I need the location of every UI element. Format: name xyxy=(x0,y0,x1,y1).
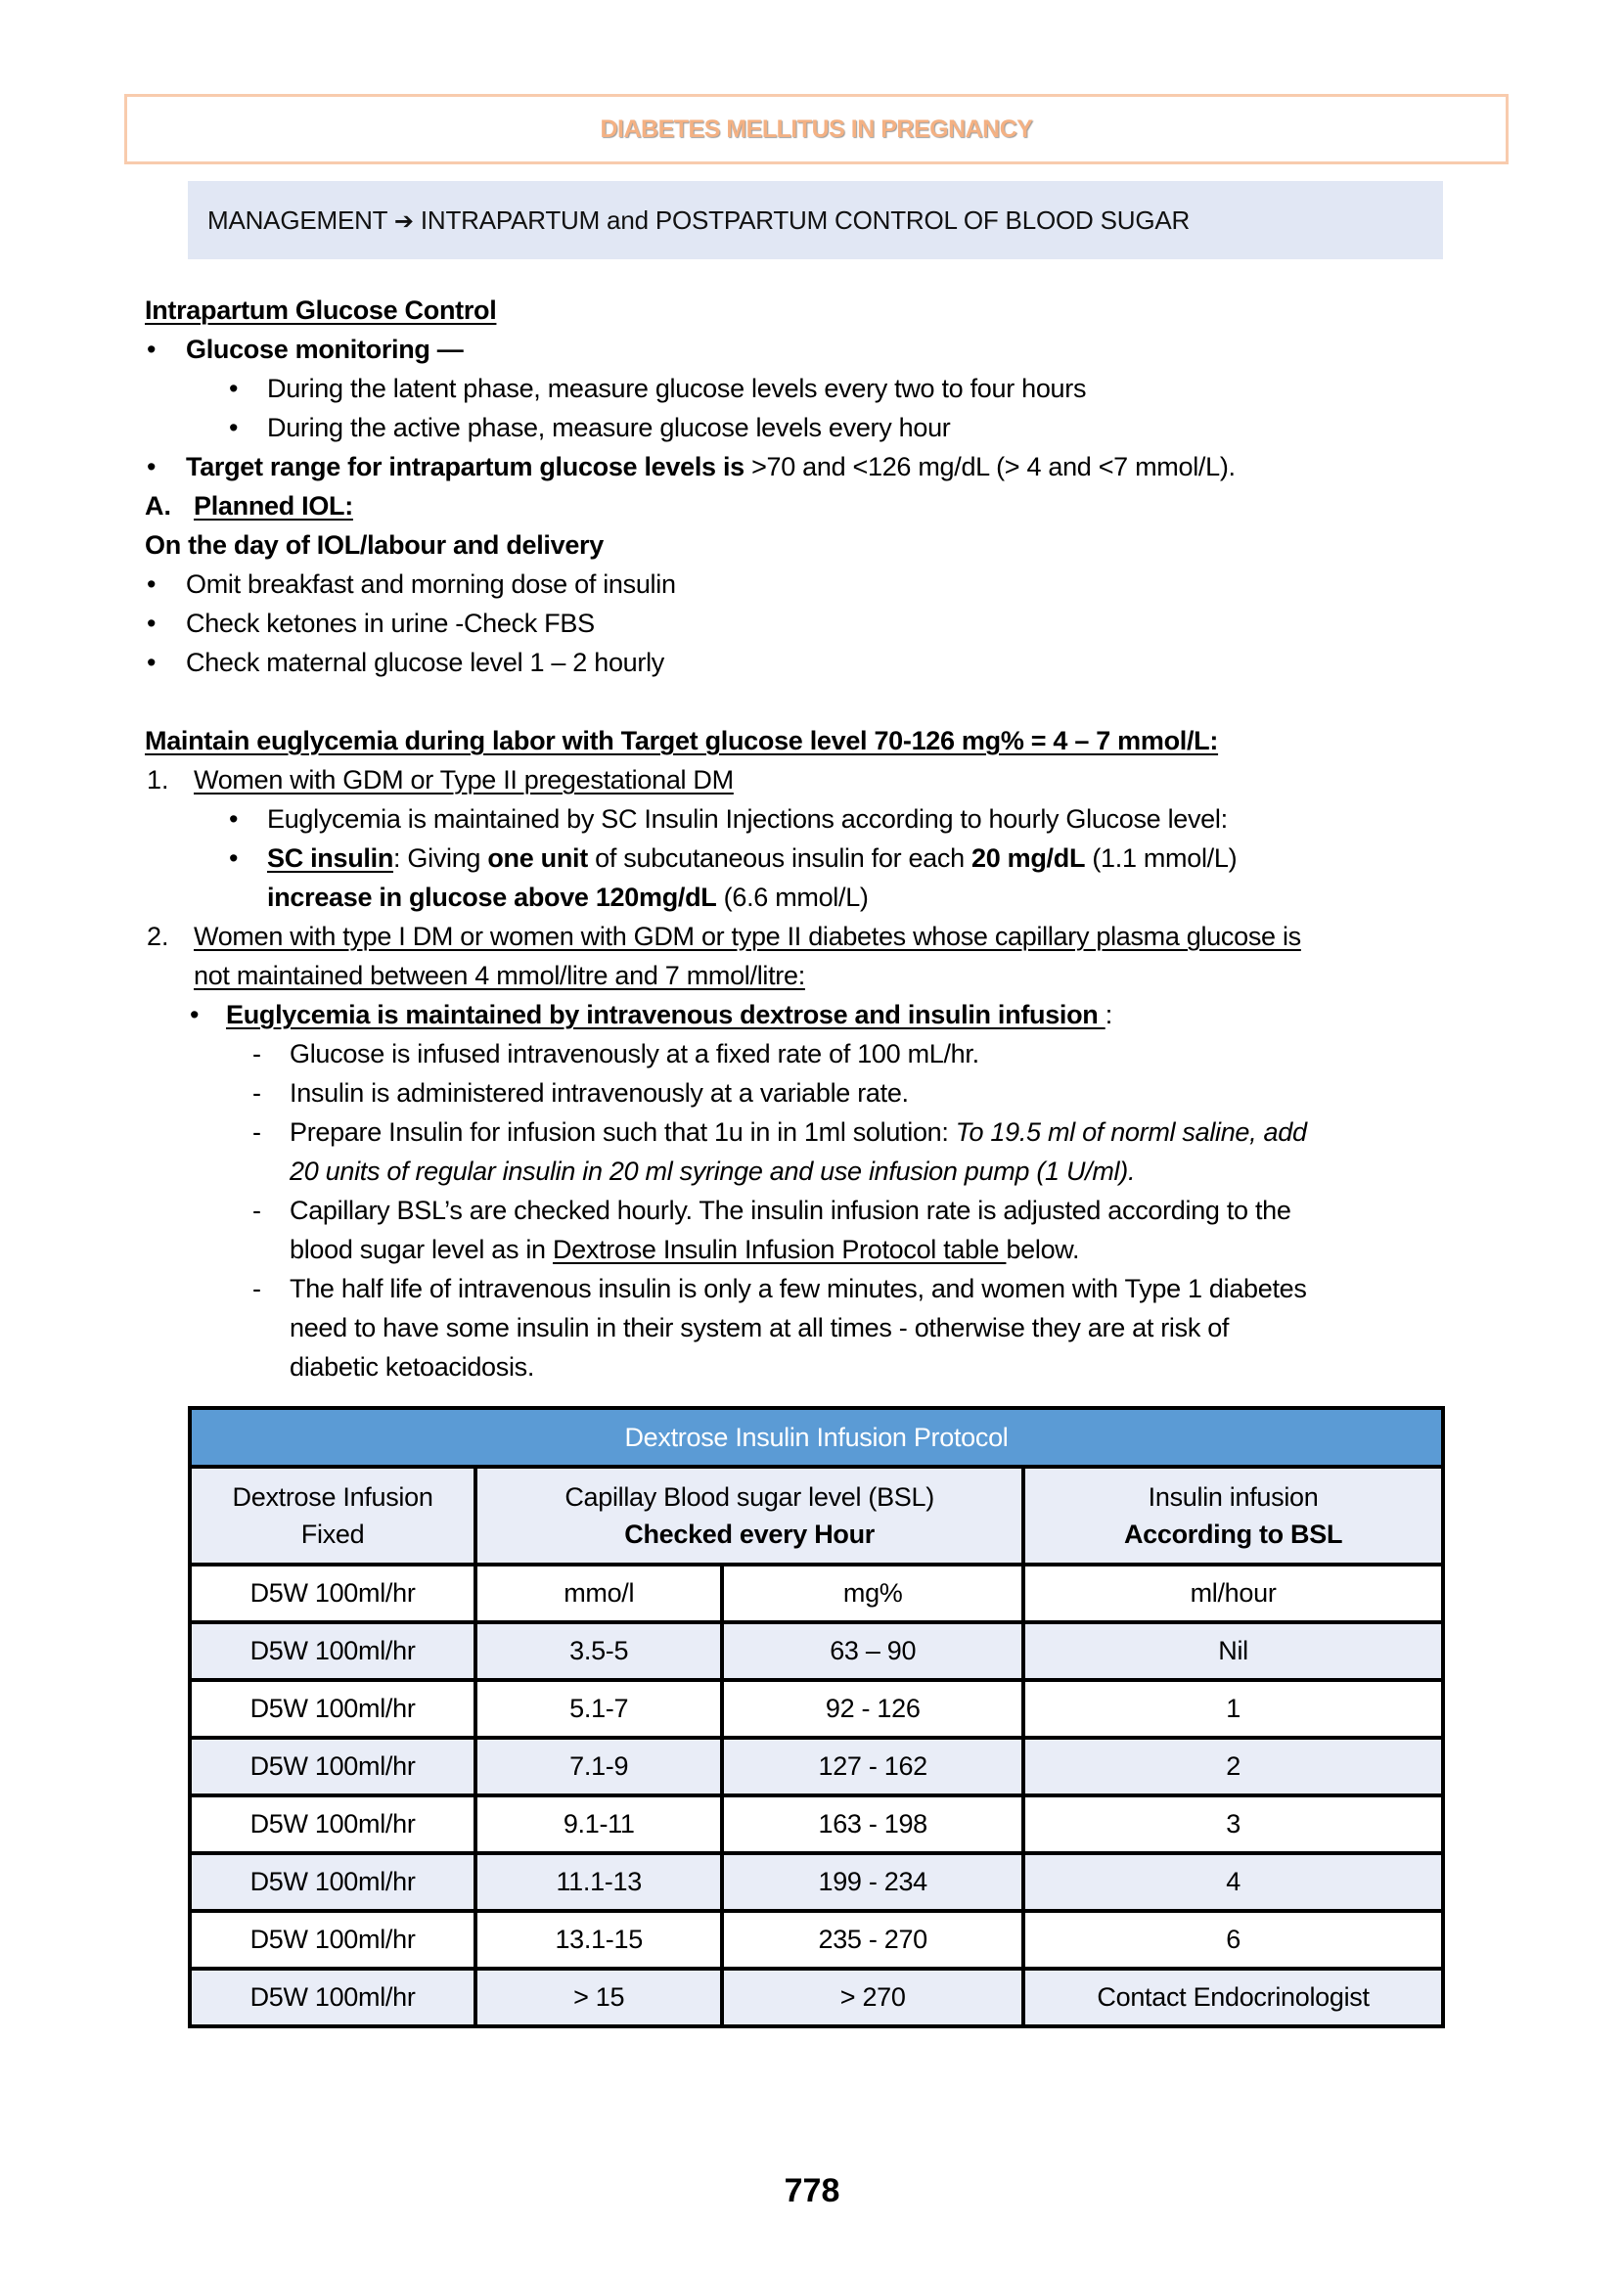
sc-insulin-label: SC insulin xyxy=(267,843,394,873)
bullet-icon: • xyxy=(147,569,157,599)
capillary-text: below. xyxy=(1006,1235,1080,1264)
iv-heading-colon: : xyxy=(1105,1000,1112,1029)
subtitle-left: MANAGEMENT xyxy=(207,204,387,235)
table-cell: D5W 100ml/hr xyxy=(190,1969,475,2026)
capillary-text: blood sugar level as in xyxy=(290,1235,553,1264)
iv-heading xyxy=(226,995,1112,1034)
capillary-bsl-item: Capillary BSL’s are checked hourly. The insulin infusion rate is adjusted according to the xyxy=(290,1196,1291,1225)
table-cell: mmo/l xyxy=(475,1565,722,1622)
bullet-icon: • xyxy=(190,1000,200,1029)
sc-text: of subcutaneous insulin for each xyxy=(587,843,972,873)
table-cell: 127 - 162 xyxy=(722,1738,1023,1795)
dextrose-insulin-protocol-table xyxy=(188,1406,1445,2028)
table-cell: D5W 100ml/hr xyxy=(190,1738,475,1795)
item2-title: Women with type I DM or women with GDM or type II diabetes whose capillary plasma glucose is xyxy=(194,922,1301,951)
table-cell: ml/hour xyxy=(1023,1565,1443,1622)
bullet-icon: • xyxy=(229,804,239,834)
bullet-icon: • xyxy=(147,648,157,677)
table-cell: 4 xyxy=(1023,1853,1443,1911)
table-cell: 63 – 90 xyxy=(722,1622,1023,1680)
planned-iol-subheading: On the day of IOL/labour and delivery xyxy=(145,530,604,560)
table-cell: > 15 xyxy=(475,1969,722,2026)
header-line: Capillay Blood sugar level (BSL) xyxy=(564,1482,934,1512)
dash-icon: - xyxy=(252,1117,261,1147)
table-cell: 2 xyxy=(1023,1738,1443,1795)
table-row xyxy=(190,1738,1443,1795)
bullet-icon: • xyxy=(147,335,157,364)
section-heading-intrapartum: Intrapartum Glucose Control xyxy=(145,295,497,325)
item2-title-cont: not maintained between 4 mmol/litre and 7 mmol/litre: xyxy=(194,961,805,990)
table-row xyxy=(190,1853,1443,1911)
bullet-icon: • xyxy=(147,452,157,481)
half-life-cont: diabetic ketoacidosis. xyxy=(290,1352,535,1382)
column-header-dextrose xyxy=(190,1467,475,1565)
sc-bold: increase in glucose above 120mg/dL xyxy=(267,883,717,912)
prepare-text: Prepare Insulin for infusion such that 1u in in 1ml solution: xyxy=(290,1117,956,1147)
table-cell: mg% xyxy=(722,1565,1023,1622)
target-range-value: >70 and <126 mg/dL (> 4 and <7 mmol/L). xyxy=(744,452,1236,481)
header-line: Fixed xyxy=(300,1520,365,1549)
insulin-rate-item: Insulin is administered intravenously at a variable rate. xyxy=(290,1078,909,1108)
item1-title: Women with GDM or Type II pregestational DM xyxy=(194,765,734,794)
target-range-item xyxy=(186,447,1236,486)
header-line: Insulin infusion xyxy=(1148,1482,1319,1512)
document-title: DIABETES MELLITUS IN PREGNANCY xyxy=(600,114,1033,143)
sc-injection-item: Euglycemia is maintained by SC Insulin Injections according to hourly Glucose level: xyxy=(267,804,1228,834)
bullet-icon: • xyxy=(229,413,239,442)
bullet-icon: • xyxy=(147,609,157,638)
subtitle-right: INTRAPARTUM and POSTPARTUM CONTROL OF BLOOD SUGAR xyxy=(420,204,1191,235)
title-banner xyxy=(124,94,1509,164)
table-row xyxy=(190,1680,1443,1738)
header-line: Checked every Hour xyxy=(624,1520,875,1549)
latent-phase-item: During the latent phase, measure glucose levels every two to four hours xyxy=(267,374,1087,403)
euglycemia-heading: Maintain euglycemia during labor with Target glucose level 70-126 mg% = 4 – 7 mmol/L: xyxy=(145,726,1219,755)
planned-iol-heading: Planned IOL: xyxy=(194,491,353,521)
subtitle xyxy=(207,205,1190,236)
prepare-italic: To 19.5 ml of norml saline, add xyxy=(955,1117,1307,1147)
dash-icon: - xyxy=(252,1078,261,1108)
sc-text: (1.1 mmol/L) xyxy=(1085,843,1238,873)
right-arrow-icon: ➔ xyxy=(393,206,414,235)
list-item: Omit breakfast and morning dose of insulin xyxy=(186,569,676,599)
target-range-label: Target range for intrapartum glucose levels is xyxy=(186,452,744,481)
protocol-table-reference: Dextrose Insulin Infusion Protocol table xyxy=(552,1235,1007,1264)
sc-bold: one unit xyxy=(487,843,588,873)
bullet-icon: • xyxy=(229,843,239,873)
table-caption: Dextrose Insulin Infusion Protocol xyxy=(190,1408,1443,1467)
bullet-icon: • xyxy=(229,374,239,403)
dash-icon: - xyxy=(252,1196,261,1225)
table-cell: 6 xyxy=(1023,1911,1443,1969)
table-cell: Contact Endocrinologist xyxy=(1023,1969,1443,2026)
sc-insulin-item xyxy=(267,839,1237,878)
header-line: According to BSL xyxy=(1123,1520,1343,1549)
sc-bold: 20 mg/dL xyxy=(971,843,1086,873)
table-cell: D5W 100ml/hr xyxy=(190,1622,475,1680)
table-cell: 92 - 126 xyxy=(722,1680,1023,1738)
table-cell: D5W 100ml/hr xyxy=(190,1565,475,1622)
table-cell: 5.1-7 xyxy=(475,1680,722,1738)
table-cell: 235 - 270 xyxy=(722,1911,1023,1969)
table-cell: 163 - 198 xyxy=(722,1795,1023,1853)
table-cell: 3.5-5 xyxy=(475,1622,722,1680)
sc-insulin-item-cont xyxy=(267,878,869,917)
prepare-insulin-cont: 20 units of regular insulin in 20 ml syringe and use infusion pump (1 U/ml). xyxy=(290,1157,1136,1186)
table-cell: 13.1-15 xyxy=(475,1911,722,1969)
table-cell: 3 xyxy=(1023,1795,1443,1853)
active-phase-item: During the active phase, measure glucose levels every hour xyxy=(267,413,951,442)
table-cell: 199 - 234 xyxy=(722,1853,1023,1911)
table-cell: 7.1-9 xyxy=(475,1738,722,1795)
capillary-bsl-cont xyxy=(290,1230,1079,1269)
iv-heading-text: Euglycemia is maintained by intravenous dextrose and insulin infusion xyxy=(226,1000,1105,1029)
table-row xyxy=(190,1795,1443,1853)
table-cell: 9.1-11 xyxy=(475,1795,722,1853)
table-cell: D5W 100ml/hr xyxy=(190,1911,475,1969)
list-marker-2: 2. xyxy=(147,922,169,951)
list-item: Check ketones in urine -Check FBS xyxy=(186,609,595,638)
glucose-monitoring-label: Glucose monitoring — xyxy=(186,335,464,364)
table-cell: 11.1-13 xyxy=(475,1853,722,1911)
prepare-insulin-item xyxy=(290,1112,1307,1152)
table-cell: > 270 xyxy=(722,1969,1023,2026)
page-number: 778 xyxy=(784,2172,840,2209)
table-row xyxy=(190,1622,1443,1680)
header-line: Dextrose Infusion xyxy=(232,1482,433,1512)
table-row xyxy=(190,1911,1443,1969)
glucose-infusion-item: Glucose is infused intravenously at a fixed rate of 100 mL/hr. xyxy=(290,1039,979,1068)
sc-text: : Giving xyxy=(393,843,488,873)
table-row xyxy=(190,1565,1443,1622)
subtitle-banner xyxy=(188,181,1443,259)
sc-text: (6.6 mmol/L) xyxy=(716,883,869,912)
half-life-cont: need to have some insulin in their system at all times - otherwise they are at risk of xyxy=(290,1313,1230,1342)
table-cell: 1 xyxy=(1023,1680,1443,1738)
list-marker-1: 1. xyxy=(147,765,169,794)
column-header-bsl xyxy=(475,1467,1023,1565)
table-cell: D5W 100ml/hr xyxy=(190,1853,475,1911)
column-header-insulin xyxy=(1023,1467,1443,1565)
list-marker-a: A. xyxy=(145,491,171,521)
table-cell: D5W 100ml/hr xyxy=(190,1680,475,1738)
dash-icon: - xyxy=(252,1039,261,1068)
table-cell: Nil xyxy=(1023,1622,1443,1680)
dash-icon: - xyxy=(252,1274,261,1303)
table-cell: D5W 100ml/hr xyxy=(190,1795,475,1853)
half-life-item: The half life of intravenous insulin is only a few minutes, and women with Type 1 diabetes xyxy=(290,1274,1307,1303)
list-item: Check maternal glucose level 1 – 2 hourly xyxy=(186,648,664,677)
table-row xyxy=(190,1969,1443,2026)
